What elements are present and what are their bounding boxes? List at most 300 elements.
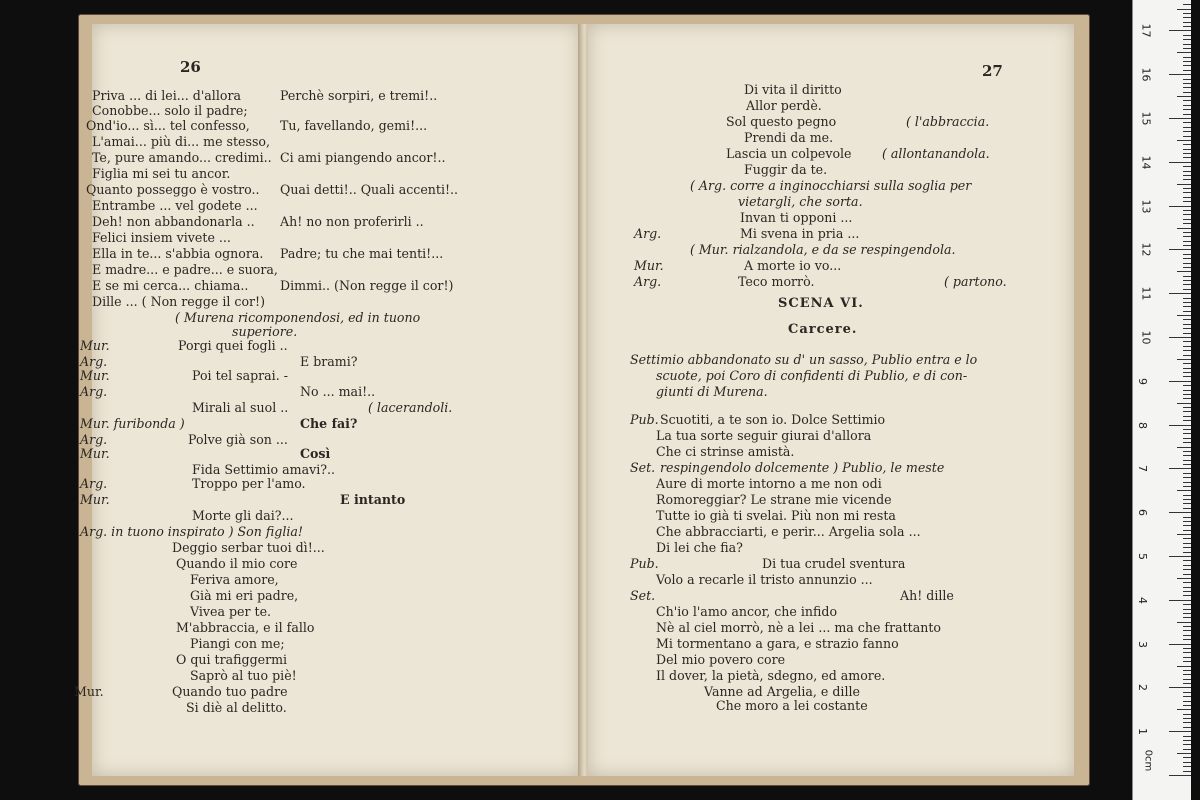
text-line: Poi tel saprai. - bbox=[192, 368, 288, 383]
text-line: O qui trafiggermi bbox=[176, 652, 288, 667]
text-line: Di lei che fia? bbox=[656, 540, 743, 555]
text-line: Prendi da me. bbox=[744, 130, 834, 145]
ruler-tick bbox=[1183, 166, 1191, 167]
text-line: ( lacerandoli. bbox=[368, 400, 453, 415]
text-line: Mur. bbox=[80, 492, 110, 507]
ruler-tick bbox=[1183, 683, 1191, 684]
text-line: Deggio serbar tuoi dì!... bbox=[172, 540, 325, 555]
ruler-tick bbox=[1183, 560, 1191, 561]
ruler-tick bbox=[1183, 503, 1191, 504]
ruler-tick bbox=[1183, 368, 1191, 369]
ruler-tick bbox=[1169, 249, 1191, 250]
text-line: Quai detti!.. Quali accenti!.. bbox=[280, 182, 459, 197]
ruler-tick bbox=[1183, 714, 1191, 715]
ruler-tick bbox=[1183, 17, 1191, 18]
text-line: Figlia mi sei tu ancor. bbox=[92, 166, 231, 181]
ruler-tick bbox=[1177, 622, 1191, 623]
text-line: Che fai? bbox=[300, 416, 358, 431]
text-line: Quanto posseggo è vostro.. bbox=[86, 182, 260, 197]
ruler-tick bbox=[1183, 530, 1191, 531]
ruler-tick bbox=[1183, 407, 1191, 408]
ruler-tick bbox=[1177, 447, 1191, 448]
ruler-tick bbox=[1177, 403, 1191, 404]
ruler-tick bbox=[1183, 236, 1191, 237]
text-line: Mur. furibonda ) bbox=[80, 416, 185, 431]
ruler-tick bbox=[1183, 674, 1191, 675]
ruler-tick bbox=[1183, 232, 1191, 233]
ruler-tick bbox=[1183, 451, 1191, 452]
ruler-tick bbox=[1183, 613, 1191, 614]
ruler-tick bbox=[1183, 639, 1191, 640]
ruler-tick bbox=[1183, 171, 1191, 172]
text-line: Mi tormentano a gara, e strazio fanno bbox=[656, 636, 899, 651]
text-line: Arg. bbox=[80, 384, 108, 399]
ruler-tick bbox=[1169, 74, 1191, 75]
text-line: Piangi con me; bbox=[190, 636, 285, 651]
ruler-tick bbox=[1183, 630, 1191, 631]
text-line: Mur. bbox=[74, 684, 104, 699]
ruler-tick bbox=[1183, 61, 1191, 62]
ruler-tick bbox=[1183, 48, 1191, 49]
ruler-tick bbox=[1183, 214, 1191, 215]
ruler-tick bbox=[1183, 44, 1191, 45]
ruler-tick bbox=[1183, 587, 1191, 588]
ruler-number: 4 bbox=[1136, 596, 1149, 604]
text-line: Pub. bbox=[630, 556, 659, 571]
ruler-tick bbox=[1183, 722, 1191, 723]
ruler-tick bbox=[1177, 578, 1191, 579]
ruler-tick bbox=[1169, 512, 1191, 513]
ruler-tick bbox=[1169, 118, 1191, 119]
text-line: Felici insiem vivete ... bbox=[92, 230, 231, 245]
text-line: Ci ami piangendo ancor!.. bbox=[280, 150, 446, 165]
text-line: Allor perdè. bbox=[746, 98, 822, 113]
ruler-tick bbox=[1183, 394, 1191, 395]
text-line: Set. bbox=[630, 460, 656, 475]
ruler-tick bbox=[1183, 766, 1191, 767]
ruler-tick bbox=[1183, 433, 1191, 434]
text-line: Aure di morte intorno a me non odi bbox=[656, 476, 882, 491]
ruler-tick bbox=[1183, 617, 1191, 618]
ruler-tick bbox=[1183, 105, 1191, 106]
ruler-tick bbox=[1183, 219, 1191, 220]
text-line: Del mio povero core bbox=[656, 652, 786, 667]
text-line: Scuotiti, a te son io. Dolce Settimio bbox=[660, 412, 886, 427]
text-line: Tu, favellando, gemi!... bbox=[280, 118, 428, 133]
ruler-tick bbox=[1183, 771, 1191, 772]
ruler-tick bbox=[1183, 136, 1191, 137]
text-line: superiore. bbox=[232, 324, 298, 339]
text-line: Ch'io l'amo ancor, che infido bbox=[656, 604, 838, 619]
ruler-tick bbox=[1183, 740, 1191, 741]
ruler-tick bbox=[1183, 569, 1191, 570]
ruler-tick bbox=[1183, 245, 1191, 246]
ruler-tick bbox=[1183, 604, 1191, 605]
text-line: Quando il mio core bbox=[176, 556, 298, 571]
text-line: Mur. bbox=[80, 338, 110, 353]
ruler-number: 3 bbox=[1136, 640, 1149, 648]
ruler-tick bbox=[1183, 390, 1191, 391]
ruler-tick bbox=[1183, 328, 1191, 329]
ruler-tick bbox=[1177, 140, 1191, 141]
ruler-tick bbox=[1183, 35, 1191, 36]
ruler-tick bbox=[1183, 223, 1191, 224]
text-line: Di tua crudel sventura bbox=[762, 556, 906, 571]
text-line: Lascia un colpevole bbox=[726, 146, 852, 161]
text-line: Dimmi.. (Non regge il cor!) bbox=[280, 278, 454, 293]
ruler-number: 11 bbox=[1139, 286, 1153, 301]
text-line: ( partono. bbox=[944, 274, 1007, 289]
text-line: Settimio abbandonato su d' un sasso, Publio entra e lo bbox=[630, 352, 978, 367]
ruler-tick bbox=[1183, 149, 1191, 150]
ruler-tick bbox=[1169, 775, 1191, 776]
ruler-number: 7 bbox=[1136, 465, 1149, 473]
ruler-tick bbox=[1183, 127, 1191, 128]
ruler-tick bbox=[1183, 289, 1191, 290]
text-line: Arg. bbox=[634, 226, 662, 241]
ruler-number: 9 bbox=[1136, 377, 1149, 385]
ruler-tick bbox=[1183, 284, 1191, 285]
ruler-number: 15 bbox=[1139, 111, 1153, 126]
ruler-tick bbox=[1183, 495, 1191, 496]
ruler-tick bbox=[1183, 267, 1191, 268]
text-line: L'amai... più di... me stesso, bbox=[92, 134, 271, 149]
text-line: Ella in te... s'abbia ognora. bbox=[92, 246, 264, 261]
ruler-tick bbox=[1183, 477, 1191, 478]
text-line: Quando tuo padre bbox=[172, 684, 288, 699]
ruler-tick bbox=[1183, 157, 1191, 158]
ruler-tick bbox=[1183, 131, 1191, 132]
ruler-tick bbox=[1183, 175, 1191, 176]
ruler-tick bbox=[1169, 600, 1191, 601]
text-line: E brami? bbox=[300, 354, 358, 369]
ruler-tick bbox=[1169, 556, 1191, 557]
text-line: Invan ti opponi ... bbox=[740, 210, 853, 225]
ruler-tick bbox=[1183, 280, 1191, 281]
scene-setting: Carcere. bbox=[788, 322, 858, 337]
text-line: respingendolo dolcemente ) Publio, le meste bbox=[660, 460, 945, 475]
ruler-tick bbox=[1183, 486, 1191, 487]
text-line: Sol questo pegno bbox=[726, 114, 837, 129]
text-line: Troppo per l'amo. bbox=[192, 476, 306, 491]
ruler-tick bbox=[1183, 372, 1191, 373]
ruler-tick bbox=[1183, 70, 1191, 71]
text-line: La tua sorte seguir giurai d'allora bbox=[656, 428, 872, 443]
ruler-tick bbox=[1177, 9, 1191, 10]
text-line: E se mi cerca... chiama.. bbox=[92, 278, 249, 293]
measuring-ruler bbox=[1132, 0, 1191, 800]
ruler-number: 13 bbox=[1139, 199, 1153, 214]
ruler-tick bbox=[1183, 385, 1191, 386]
text-line: Set. bbox=[630, 588, 656, 603]
text-line: Te, pure amando... credimi.. bbox=[92, 150, 272, 165]
ruler-tick bbox=[1183, 657, 1191, 658]
ruler-tick bbox=[1183, 26, 1191, 27]
text-line: Dille ... ( Non regge il cor!) bbox=[92, 294, 266, 309]
ruler-tick bbox=[1183, 109, 1191, 110]
text-line: E madre... e padre... e suora, bbox=[92, 262, 278, 277]
ruler-tick bbox=[1169, 293, 1191, 294]
ruler-tick bbox=[1169, 731, 1191, 732]
text-line: giunti di Murena. bbox=[656, 384, 768, 399]
ruler-tick bbox=[1183, 311, 1191, 312]
text-line: Conobbe... solo il padre; bbox=[92, 103, 248, 118]
text-line: Così bbox=[300, 446, 331, 461]
text-line: Priva ... di lei... d'allora bbox=[92, 88, 241, 103]
text-line: Mi svena in pria ... bbox=[740, 226, 860, 241]
text-line: Che moro a lei costante bbox=[716, 698, 868, 713]
ruler-tick bbox=[1183, 727, 1191, 728]
text-line: Mirali al suol .. bbox=[192, 400, 289, 415]
ruler-tick bbox=[1183, 701, 1191, 702]
ruler-tick bbox=[1183, 595, 1191, 596]
ruler-tick bbox=[1183, 144, 1191, 145]
ruler-tick bbox=[1183, 538, 1191, 539]
ruler-tick bbox=[1183, 582, 1191, 583]
ruler-tick bbox=[1183, 574, 1191, 575]
text-line: Nè al ciel morrò, nè a lei ... ma che frattanto bbox=[656, 620, 941, 635]
ruler-tick bbox=[1183, 744, 1191, 745]
ruler-tick bbox=[1183, 565, 1191, 566]
ruler-number: 10 bbox=[1139, 330, 1153, 345]
ruler-number: 5 bbox=[1136, 553, 1149, 560]
ruler-tick bbox=[1183, 254, 1191, 255]
ruler-tick bbox=[1183, 346, 1191, 347]
ruler-tick bbox=[1183, 398, 1191, 399]
text-line: ( l'abbraccia. bbox=[906, 114, 990, 129]
text-line: Vivea per te. bbox=[190, 604, 272, 619]
ruler-tick bbox=[1183, 679, 1191, 680]
ruler-tick bbox=[1183, 298, 1191, 299]
text-line: vietargli, che sorta. bbox=[738, 194, 863, 209]
text-line: Ah! dille bbox=[900, 588, 954, 603]
ruler-number: 8 bbox=[1136, 421, 1149, 429]
text-line: Arg. bbox=[634, 274, 662, 289]
ruler-tick bbox=[1177, 96, 1191, 97]
ruler-tick bbox=[1177, 52, 1191, 53]
ruler-tick bbox=[1183, 210, 1191, 211]
ruler-tick bbox=[1183, 547, 1191, 548]
ruler-tick bbox=[1169, 206, 1191, 207]
ruler-tick bbox=[1183, 525, 1191, 526]
ruler-tick bbox=[1183, 696, 1191, 697]
ruler-tick bbox=[1183, 197, 1191, 198]
text-line: Teco morrò. bbox=[738, 274, 815, 289]
text-line: ( allontanandola. bbox=[882, 146, 990, 161]
text-line: M'abbraccia, e il fallo bbox=[176, 620, 315, 635]
ruler-tick bbox=[1183, 201, 1191, 202]
ruler-tick bbox=[1177, 709, 1191, 710]
text-line: Tutte io già ti svelai. Più non mi resta bbox=[656, 508, 896, 523]
ruler-tick bbox=[1169, 687, 1191, 688]
ruler-tick bbox=[1183, 22, 1191, 23]
ruler-tick bbox=[1183, 114, 1191, 115]
text-line: E intanto bbox=[340, 492, 406, 507]
page-number-right: 27 bbox=[982, 62, 1003, 80]
text-line: Porgi quei fogli .. bbox=[178, 338, 288, 353]
ruler-tick bbox=[1183, 65, 1191, 66]
ruler-tick bbox=[1177, 228, 1191, 229]
ruler-tick bbox=[1183, 188, 1191, 189]
text-line: ( Murena ricomponendosi, ed in tuono bbox=[175, 310, 421, 325]
ruler-tick bbox=[1183, 39, 1191, 40]
text-line: Si diè al delitto. bbox=[186, 700, 287, 715]
ruler-tick bbox=[1183, 179, 1191, 180]
ruler-tick bbox=[1183, 670, 1191, 671]
ruler-number: 17 bbox=[1139, 23, 1153, 38]
ruler-tick bbox=[1169, 425, 1191, 426]
ruler-tick bbox=[1177, 753, 1191, 754]
ruler-tick bbox=[1183, 692, 1191, 693]
ruler-tick bbox=[1169, 337, 1191, 338]
ruler-tick bbox=[1183, 442, 1191, 443]
ruler-tick bbox=[1177, 359, 1191, 360]
ruler-tick bbox=[1177, 184, 1191, 185]
text-line: Perchè sorpiri, e tremi!.. bbox=[280, 88, 438, 103]
ruler-tick bbox=[1183, 661, 1191, 662]
ruler-tick bbox=[1183, 705, 1191, 706]
ruler-tick bbox=[1183, 83, 1191, 84]
text-line: Mur. bbox=[80, 446, 110, 461]
ruler-tick bbox=[1183, 552, 1191, 553]
text-line: Ond'io... sì... tel confesso, bbox=[86, 118, 250, 133]
ruler-tick bbox=[1183, 306, 1191, 307]
ruler-tick bbox=[1183, 718, 1191, 719]
ruler-tick bbox=[1183, 87, 1191, 88]
ruler-tick bbox=[1183, 521, 1191, 522]
ruler-tick bbox=[1183, 626, 1191, 627]
text-line: ( Mur. rialzandola, e da se respingendola. bbox=[690, 242, 956, 257]
text-line: Ah! no non proferirli .. bbox=[280, 214, 424, 229]
ruler-tick bbox=[1177, 490, 1191, 491]
text-line: ( Arg. corre a inginocchiarsi sulla soglia per bbox=[690, 178, 972, 193]
ruler-tick bbox=[1183, 736, 1191, 737]
ruler-tick bbox=[1183, 333, 1191, 334]
text-line: Feriva amore, bbox=[190, 572, 279, 587]
text-line: No ... mai!.. bbox=[300, 384, 376, 399]
ruler-number: 1 bbox=[1136, 728, 1149, 736]
ruler-tick bbox=[1183, 57, 1191, 58]
ruler-tick bbox=[1177, 666, 1191, 667]
ruler-tick bbox=[1183, 4, 1191, 5]
ruler-tick bbox=[1183, 350, 1191, 351]
ruler-tick bbox=[1169, 30, 1191, 31]
ruler-tick bbox=[1183, 79, 1191, 80]
text-line: Arg. bbox=[80, 432, 108, 447]
text-line: Pub. bbox=[630, 412, 659, 427]
ruler-tick bbox=[1183, 762, 1191, 763]
ruler-tick bbox=[1177, 271, 1191, 272]
text-line: Fida Settimio amavi?.. bbox=[192, 462, 335, 477]
ruler-tick bbox=[1183, 376, 1191, 377]
ruler-number: 14 bbox=[1139, 155, 1153, 170]
ruler-tick bbox=[1183, 460, 1191, 461]
ruler-tick bbox=[1183, 648, 1191, 649]
ruler-tick bbox=[1183, 517, 1191, 518]
ruler-tick bbox=[1183, 302, 1191, 303]
text-line: Di vita il diritto bbox=[744, 82, 842, 97]
text-line: Fuggir da te. bbox=[744, 162, 828, 177]
ruler-tick bbox=[1183, 341, 1191, 342]
ruler-tick bbox=[1183, 241, 1191, 242]
ruler-tick bbox=[1183, 429, 1191, 430]
ruler-tick bbox=[1183, 363, 1191, 364]
ruler-tick bbox=[1183, 416, 1191, 417]
ruler-tick bbox=[1183, 122, 1191, 123]
text-line: Arg. bbox=[80, 354, 108, 369]
text-line: Morte gli dai?... bbox=[192, 508, 294, 523]
ruler-tick bbox=[1183, 464, 1191, 465]
text-line: Deh! non abbandonarla .. bbox=[92, 214, 255, 229]
ruler-tick bbox=[1183, 153, 1191, 154]
ruler-tick bbox=[1183, 355, 1191, 356]
ruler-tick bbox=[1169, 644, 1191, 645]
ruler-unit-label: 0cm bbox=[1142, 749, 1154, 772]
ruler-tick bbox=[1183, 635, 1191, 636]
ruler-tick bbox=[1183, 324, 1191, 325]
ruler-tick bbox=[1183, 420, 1191, 421]
ruler-tick bbox=[1183, 411, 1191, 412]
text-line: Già mi eri padre, bbox=[190, 588, 299, 603]
text-line: Arg. bbox=[80, 476, 108, 491]
ruler-tick bbox=[1183, 263, 1191, 264]
ruler-tick bbox=[1183, 319, 1191, 320]
text-line: Volo a recarle il tristo annunzio ... bbox=[656, 572, 873, 587]
ruler-tick bbox=[1183, 757, 1191, 758]
ruler-tick bbox=[1183, 192, 1191, 193]
text-line: Mur. bbox=[634, 258, 664, 273]
text-line: A morte io vo... bbox=[744, 258, 842, 273]
ruler-tick bbox=[1183, 276, 1191, 277]
text-line: Il dover, la pietà, sdegno, ed amore. bbox=[656, 668, 886, 683]
text-line: Arg. in tuono inspirato ) Son figlia! bbox=[80, 524, 303, 539]
ruler-tick bbox=[1169, 381, 1191, 382]
ruler-tick bbox=[1183, 455, 1191, 456]
ruler-number: 2 bbox=[1136, 684, 1149, 692]
text-line: Vanne ad Argelia, e dille bbox=[704, 684, 860, 699]
text-line: Entrambe ... vel godete ... bbox=[92, 198, 258, 213]
page-number-left: 26 bbox=[180, 58, 201, 76]
ruler-tick bbox=[1169, 162, 1191, 163]
text-line: Mur. bbox=[80, 368, 110, 383]
ruler-tick bbox=[1183, 473, 1191, 474]
ruler-tick bbox=[1183, 591, 1191, 592]
ruler-tick bbox=[1183, 92, 1191, 93]
ruler-tick bbox=[1183, 482, 1191, 483]
text-line: Polve già son ... bbox=[188, 432, 288, 447]
ruler-tick bbox=[1183, 13, 1191, 14]
ruler-tick bbox=[1183, 652, 1191, 653]
ruler-tick bbox=[1183, 749, 1191, 750]
ruler-tick bbox=[1183, 543, 1191, 544]
ruler-tick bbox=[1169, 468, 1191, 469]
text-line: Che abbracciarti, e perir... Argelia sola ... bbox=[656, 524, 921, 539]
ruler-tick bbox=[1177, 534, 1191, 535]
ruler-number: 6 bbox=[1136, 509, 1149, 517]
text-line: scuote, poi Coro di confidenti di Publio, e di con- bbox=[656, 368, 968, 383]
text-line: Romoreggiar? Le strane mie vicende bbox=[656, 492, 892, 507]
ruler-tick bbox=[1183, 258, 1191, 259]
ruler-number: 12 bbox=[1139, 242, 1153, 257]
ruler-number: 16 bbox=[1139, 67, 1153, 82]
text-line: Saprò al tuo piè! bbox=[190, 668, 297, 683]
scene-title: SCENA VI. bbox=[778, 296, 864, 311]
ruler-tick bbox=[1183, 438, 1191, 439]
ruler-tick bbox=[1183, 508, 1191, 509]
ruler-tick bbox=[1183, 499, 1191, 500]
ruler-tick bbox=[1177, 315, 1191, 316]
ruler-tick bbox=[1183, 609, 1191, 610]
